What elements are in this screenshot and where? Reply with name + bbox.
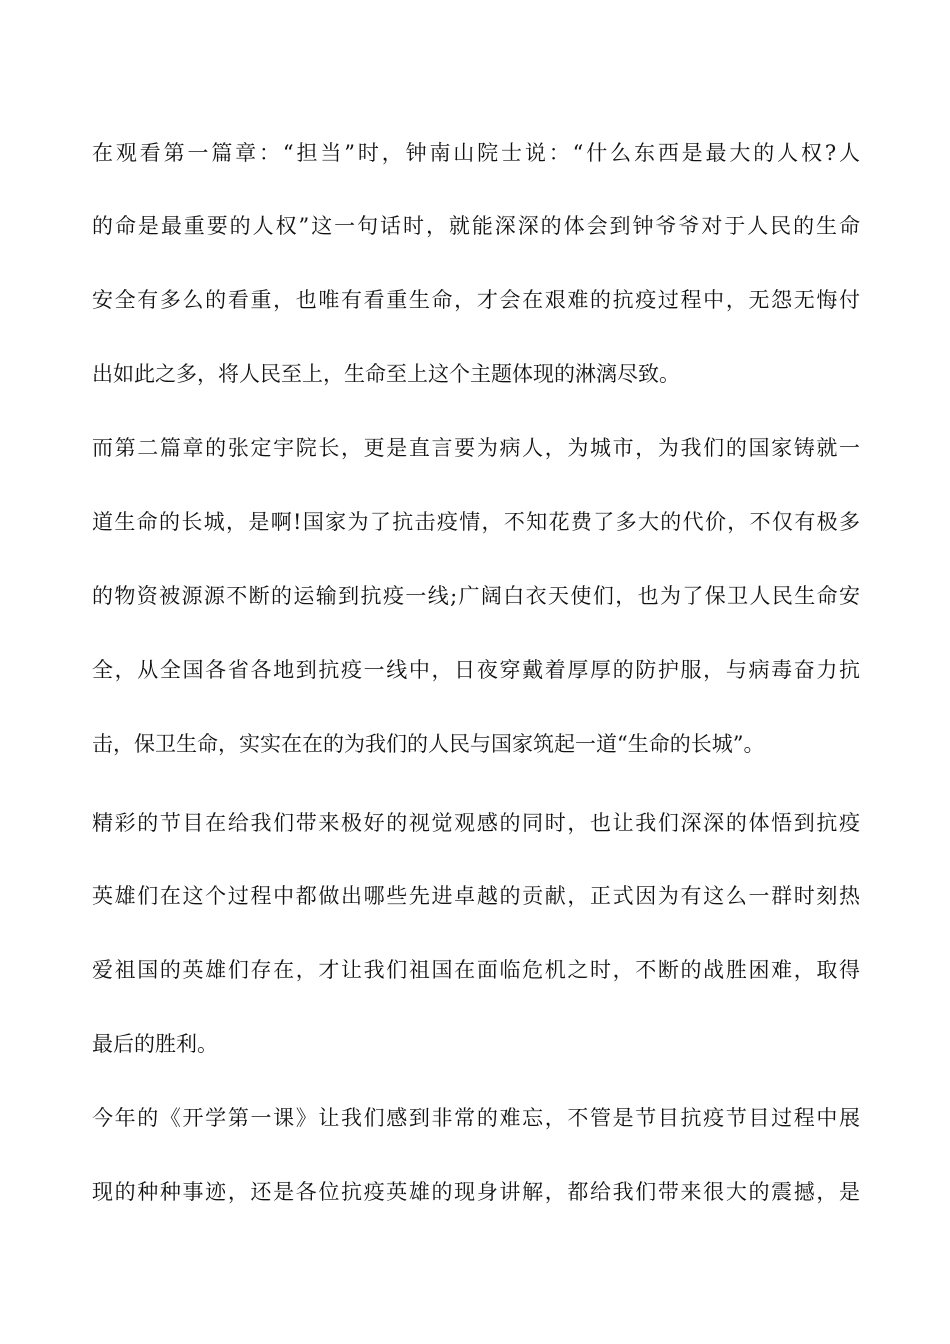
text-line: 在观看第一篇章：“担当”时，钟南山院士说：“什么东西是最大的人权?人	[92, 141, 860, 165]
text-line: 击，保卫生命，实实在在的为我们的人民与国家筑起一道“生命的长城”。	[92, 732, 765, 756]
text-line: 出如此之多，将人民至上，生命至上这个主题体现的淋漓尽致。	[92, 362, 680, 386]
text-line: 爱祖国的英雄们存在，才让我们祖国在面临危机之时，不断的战胜困难，取得	[92, 958, 860, 982]
text-line: 全，从全国各省各地到抗疫一线中，日夜穿戴着厚厚的防护服，与病毒奋力抗	[92, 658, 860, 682]
text-line: 而第二篇章的张定宇院长，更是直言要为病人，为城市，为我们的国家铸就一	[92, 436, 860, 460]
text-line: 精彩的节目在给我们带来极好的视觉观感的同时，也让我们深深的体悟到抗疫	[92, 811, 860, 835]
text-line: 的命是最重要的人权”这一句话时，就能深深的体会到钟爷爷对于人民的生命	[92, 214, 860, 238]
text-line: 道生命的长城，是啊!国家为了抗击疫情，不知花费了多大的代价，不仅有极多	[92, 510, 860, 534]
text-line: 安全有多么的看重，也唯有看重生命，才会在艰难的抗疫过程中，无怨无悔付	[92, 288, 860, 312]
text-line: 现的种种事迹，还是各位抗疫英雄的现身讲解，都给我们带来很大的震撼，是	[92, 1180, 860, 1204]
document-page	[92, 0, 860, 1344]
text-line: 的物资被源源不断的运输到抗疫一线;广阔白衣天使们，也为了保卫人民生命安	[92, 584, 860, 608]
text-line: 今年的《开学第一课》让我们感到非常的难忘，不管是节目抗疫节目过程中展	[92, 1106, 860, 1130]
text-line: 最后的胜利。	[92, 1032, 218, 1056]
text-line: 英雄们在这个过程中都做出哪些先进卓越的贡献，正式因为有这么一群时刻热	[92, 884, 860, 908]
